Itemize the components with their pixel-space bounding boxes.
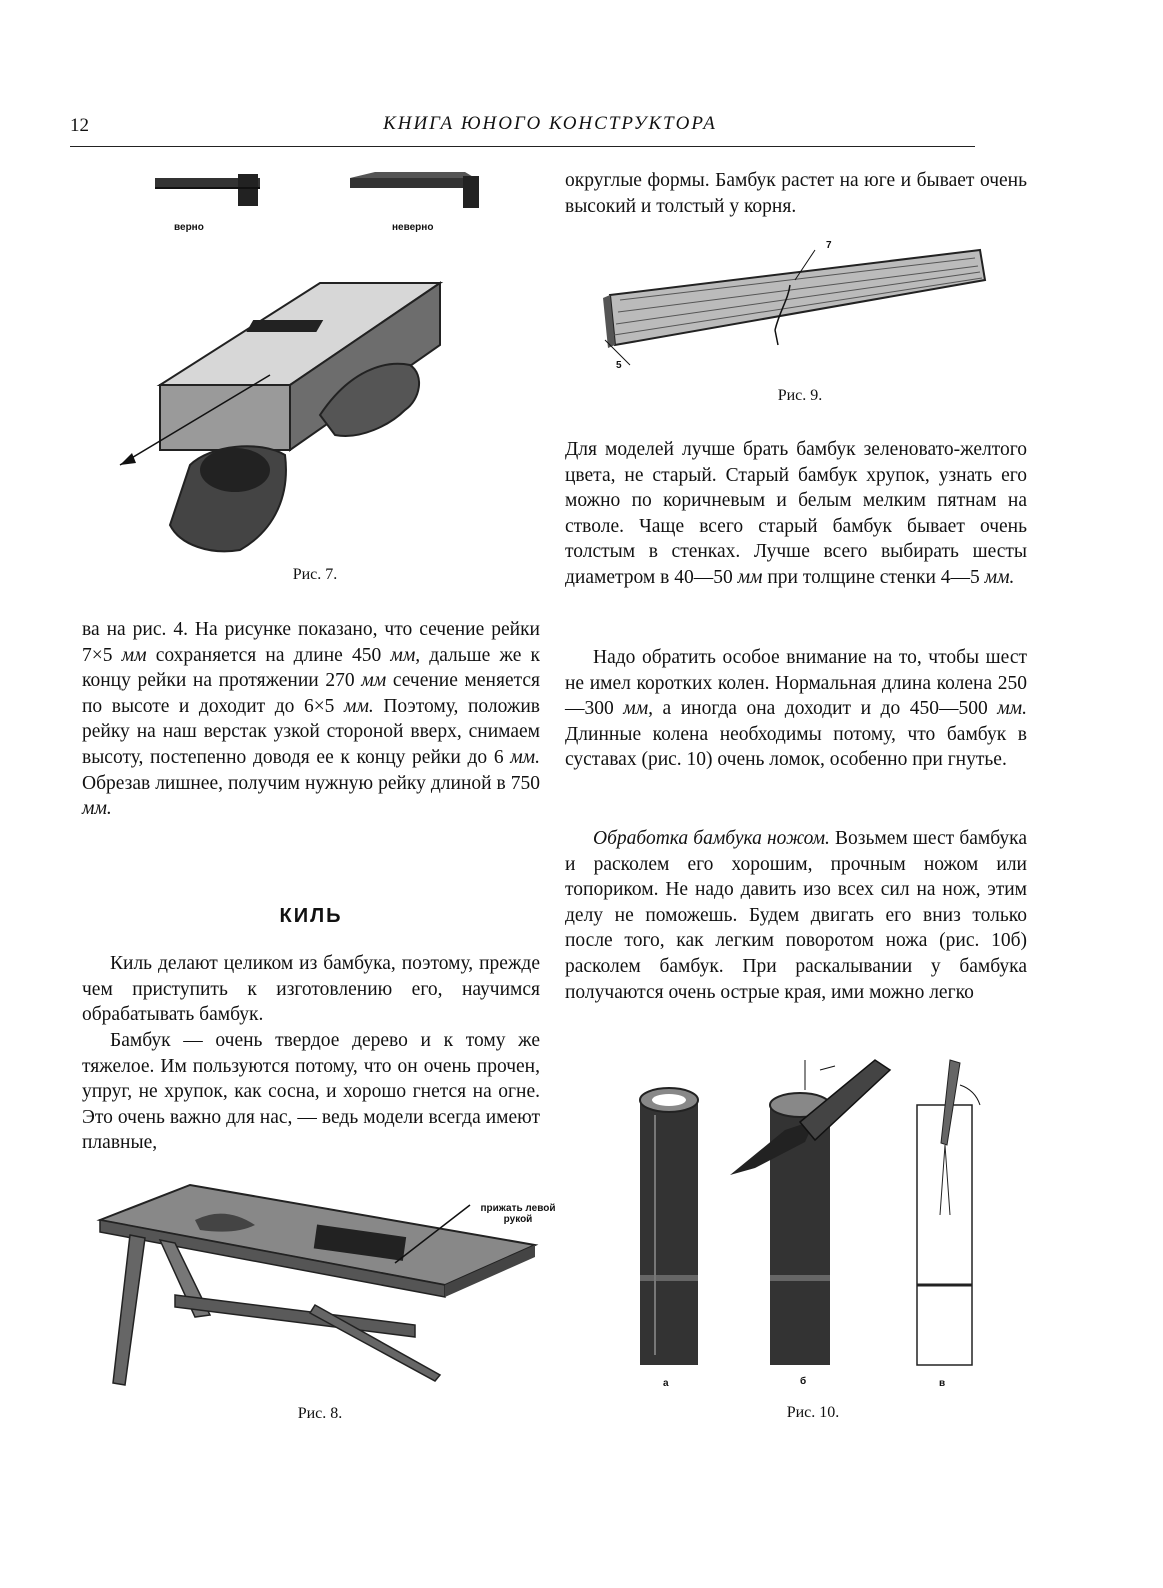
- figure-9-bamboo-strip-illustration: [600, 240, 1000, 375]
- figure-7-label-correct: верно: [174, 222, 204, 233]
- figure-7-plane-illustration: [110, 265, 465, 565]
- figure-9-marker-top: 7: [826, 240, 832, 251]
- figure-7-blade-correct: [150, 170, 270, 215]
- section-heading-kil: КИЛЬ: [279, 905, 343, 927]
- figure-8-caption: Рис. 8.: [297, 1405, 343, 1422]
- figure-8-annotation: прижать левой рукой: [480, 1203, 556, 1225]
- right-paragraph-3: Надо обратить особое внимание на то, чтобы шест не имел коротких колен. Нормальная длина колена 250—300 мм, а иногда она доходит и до 450—500 мм. Длинные колена необходимы потому, что бамбук в суставах (рис. 10) очень ломок, особенно при гнутье.: [565, 647, 1027, 771]
- figure-10-bamboo-b: [725, 1050, 895, 1370]
- running-title: КНИГА ЮНОГО КОНСТРУКТОРА: [383, 113, 717, 134]
- figure-9-caption: Рис. 9.: [777, 387, 823, 404]
- page-number: 12: [70, 115, 89, 136]
- left-paragraph-1: ва на рис. 4. На рисунке показано, что сечение рейки 7×5 мм сохраняется на длине 450 мм, дальше же к концу рейки на протяжении 270 мм сечение меняется по высоте и доходит до 6×5 мм. Поэтому, положив рейку на наш верстак узкой стороной вверх, снимаем высоту, постепенно доводя ее к концу рейки до 6 мм. Обрезав лишнее, получим нужную рейку длиной в 750 мм.: [82, 619, 541, 820]
- figure-9-marker-bottom: 5: [616, 360, 622, 371]
- figure-10-bamboo-c: [905, 1055, 995, 1370]
- figure-7-label-incorrect: неверно: [392, 222, 434, 233]
- figure-7-caption: Рис. 7.: [292, 566, 338, 583]
- header-rule: [70, 146, 975, 147]
- figure-10-bamboo-a: [630, 1085, 710, 1370]
- figure-10-caption: Рис. 10.: [786, 1404, 840, 1421]
- left-paragraph-3: Бамбук — очень твердое дерево и к тому же тяжелое. Им пользуются потому, что он очень прочен, упруг, не хрупок, как сосна, и хорошо гнется на огне. Это очень важно для нас, — ведь модели всегда имеют плавные,: [82, 1030, 540, 1154]
- right-paragraph-4: Обработка бамбука ножом. Возьмем шест бамбука и расколем его хорошим, прочным ножом или топориком. Не надо давить изо всех сил на нож, этим делу не поможешь. Будем двигать его вниз только после того, как легким поворотом ножа (рис. 10б) расколем бамбук. При раскалывании у бамбука получаются очень острые края, ими можно легко: [565, 828, 1027, 1003]
- right-paragraph-2: Для моделей лучше брать бамбук зеленовато-желтого цвета, не старый. Старый бамбук хрупок, узнать его можно по коричневым и белым мелким пятнам на стволе. Чаще всего старый бамбук бывает очень толстым в стенках. Лучше всего выбирать шесты диаметром в 40—50 мм при толщине стенки 4—5 мм.: [565, 439, 1027, 588]
- figure-10-label-c: в: [939, 1378, 946, 1389]
- right-paragraph-1: округлые формы. Бамбук растет на юге и бывает очень высокий и толстый у корня.: [565, 170, 1027, 217]
- figure-10-label-a: а: [663, 1378, 669, 1389]
- left-paragraph-2: Киль делают целиком из бамбука, поэтому, прежде чем приступить к изготовлению его, научимся обрабатывать бамбук.: [82, 953, 540, 1026]
- figure-10-label-b: б: [800, 1376, 807, 1387]
- figure-7-blade-incorrect: [345, 170, 485, 215]
